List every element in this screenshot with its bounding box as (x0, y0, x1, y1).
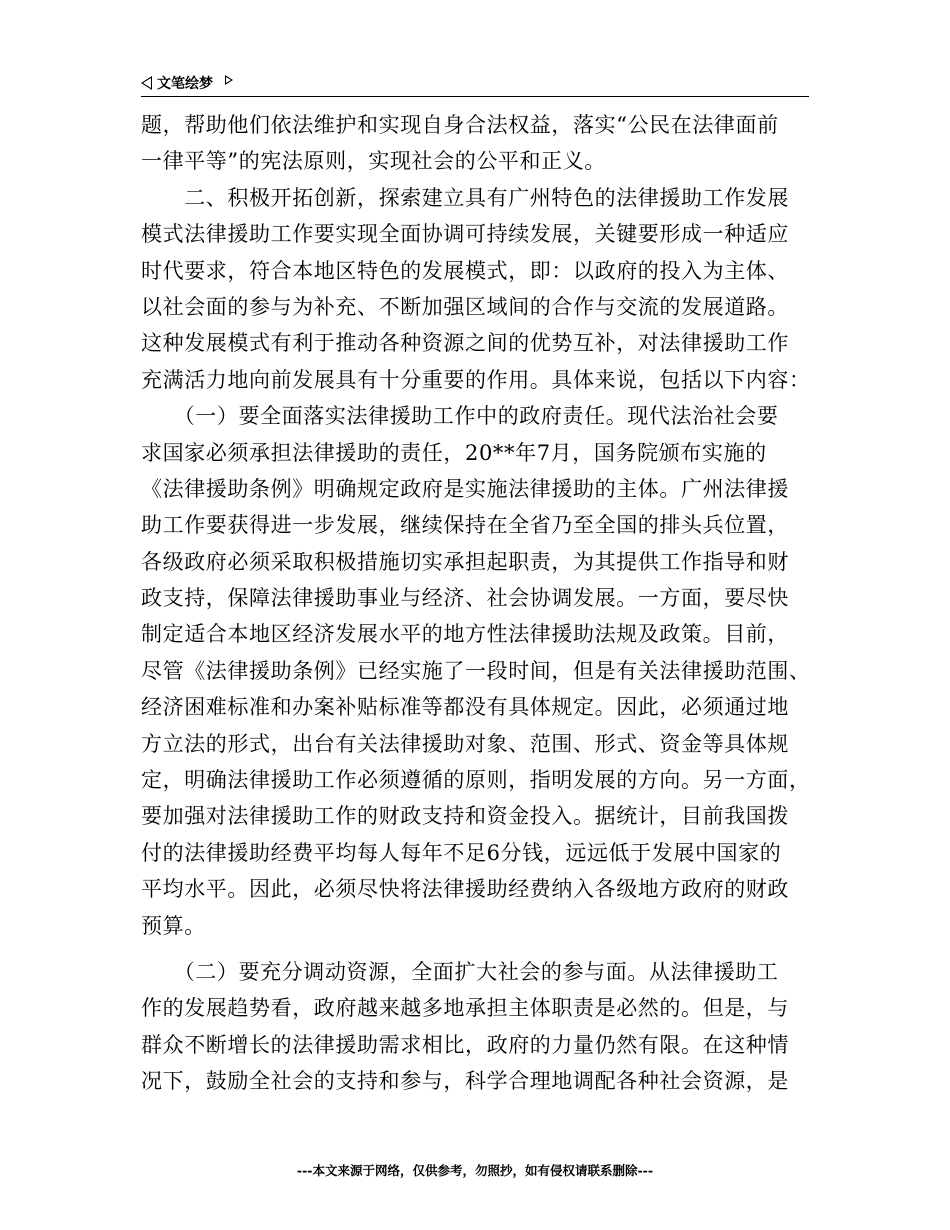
text-line: 以社会面的参与为补充、不断加强区域间的合作与交流的发展道路。 (141, 294, 789, 319)
text-line: 方立法的形式，出台有关法律援助对象、范围、形式、资金等具体规 (141, 731, 789, 756)
text-line: 政支持，保障法律援助事业与经济、社会协调发展。一方面，要尽快 (141, 586, 789, 611)
footer-notice: ---本文来源于网络，仅供参考，勿照抄，如有侵权请联系删除--- (296, 1163, 654, 1178)
text-line: 定，明确法律援助工作必须遵循的原则，指明发展的方向。另一方面， (141, 768, 811, 793)
brand-name: 文笔绘梦 (157, 76, 213, 92)
text-line: 求国家必须承担法律援助的责任，20**年7月，国务院颁布实施的 (141, 440, 767, 465)
triangle-left-icon (141, 76, 152, 90)
triangle-right-icon (225, 75, 233, 85)
text-line: 助工作要获得进一步发展，继续保持在全省乃至全国的排头兵位置， (141, 513, 789, 538)
brand (141, 73, 233, 93)
text-line: 付的法律援助经费平均每人每年不足6分钱，远远低于发展中国家的 (141, 840, 782, 865)
text-line: （一）要全面落实法律援助工作中的政府责任。现代法治社会要 (141, 404, 779, 429)
text-line: 制定适合本地区经济发展水平的地方性法律援助法规及政策。目前， (141, 622, 789, 647)
text-line: 模式法律援助工作要实现全面协调可持续发展，关键要形成一种适应 (141, 222, 789, 247)
page-header (141, 68, 809, 97)
text-line: 要加强对法律援助工作的财政支持和资金投入。据统计，目前我国拨 (141, 804, 789, 829)
text-line: 时代要求，符合本地区特色的发展模式，即：以政府的投入为主体、 (141, 258, 789, 283)
text-line: 二、积极开拓创新，探索建立具有广州特色的法律援助工作发展 (141, 185, 789, 210)
text-line: 一律平等”的宪法原则，实现社会的公平和正义。 (141, 149, 606, 174)
text-line: 尽管《法律援助条例》已经实施了一段时间，但是有关法律援助范围、 (141, 658, 811, 683)
text-line: 各级政府必须采取积极措施切实承担起职责，为其提供工作指导和财 (141, 549, 789, 574)
text-line: 经济困难标准和办案补贴标准等都没有具体规定。因此，必须通过地 (141, 695, 789, 720)
text-line: 充满活力地向前发展具有十分重要的作用。具体来说，包括以下内容： (141, 367, 811, 392)
text-line: 题，帮助他们依法维护和实现自身合法权益，落实“公民在法律面前 (141, 113, 779, 137)
text-line: 《法律援助条例》明确规定政府是实施法律援助的主体。广州法律援 (141, 476, 789, 501)
text-line: 况下，鼓励全社会的支持和参与，科学合理地调配各种社会资源，是 (141, 1069, 789, 1094)
text-line: 预算。 (141, 913, 206, 938)
text-line: 群众不断增长的法律援助需求相比，政府的力量仍然有限。在这种情 (141, 1032, 789, 1057)
text-line: （二）要充分调动资源，全面扩大社会的参与面。从法律援助工 (141, 959, 779, 984)
text-line: 这种发展模式有利于推动各种资源之间的优势互补，对法律援助工作 (141, 331, 789, 356)
text-line: 平均水平。因此，必须尽快将法律援助经费纳入各级地方政府的财政 (141, 877, 789, 902)
document-body (141, 107, 811, 1100)
text-line: 作的发展趋势看，政府越来越多地承担主体职责是必然的。但是，与 (141, 996, 789, 1021)
